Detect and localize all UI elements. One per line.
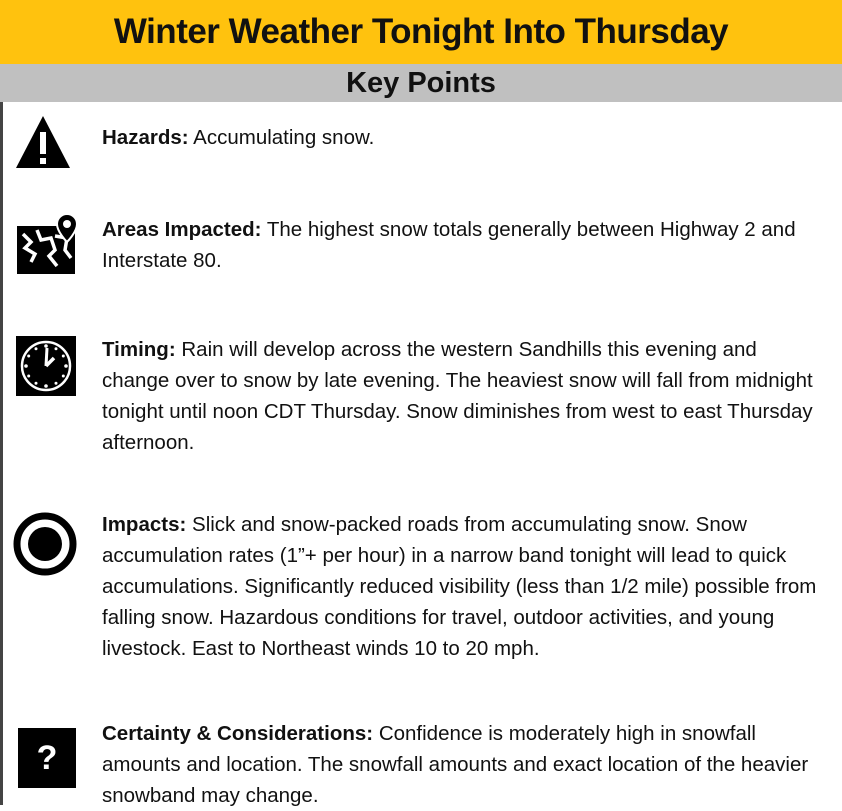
- clock-icon: [16, 336, 76, 396]
- certainty-text: [102, 718, 827, 811]
- hazards-description: Accumulating snow.: [193, 126, 375, 149]
- question-icon: [18, 728, 76, 788]
- question-glyph: ?: [36, 738, 58, 777]
- left-border: [0, 0, 3, 805]
- page-title: Winter Weather Tonight Into Thursday: [0, 0, 842, 64]
- impacts-description: Slick and snow-packed roads from accumulating snow. Snow accumulation rates (1”+ per hour) in a narrow band tonight will lead to quick accumulations. Significantly reduced visibility (less than 1/2 mile) possible from falling snow. Hazardous conditions for travel, outdoor activities, and young livestock. East to Northeast winds 10 to 20 mph.: [102, 513, 817, 660]
- map-pin-icon: [15, 214, 85, 276]
- areas-impacted-text: [102, 214, 827, 276]
- areas-impacted-label: Areas Impacted:: [102, 218, 262, 241]
- impacts-text: [102, 509, 827, 664]
- warning-triangle-icon: [14, 114, 72, 170]
- section-subtitle: Key Points: [0, 64, 842, 102]
- hazards-label: Hazards:: [102, 126, 189, 149]
- impacts-label: Impacts:: [102, 513, 187, 536]
- timing-label: Timing:: [102, 338, 176, 361]
- timing-description: Rain will develop across the western Sandhills this evening and change over to snow by late evening. The heaviest snow will fall from midnight tonight until noon CDT Thursday. Snow diminishes from west to east Thursday afternoon.: [102, 338, 813, 454]
- timing-text: [102, 334, 827, 458]
- certainty-label: Certainty & Considerations:: [102, 722, 374, 745]
- hazards-text: [102, 122, 827, 153]
- certainty-description: Confidence is moderately high in snowfall amounts and location. The snowfall amounts and exact location of the heavier snowband may change.: [102, 722, 809, 807]
- target-icon: [12, 511, 78, 577]
- areas-impacted-description: The highest snow totals generally between Highway 2 and Interstate 80.: [102, 218, 796, 272]
